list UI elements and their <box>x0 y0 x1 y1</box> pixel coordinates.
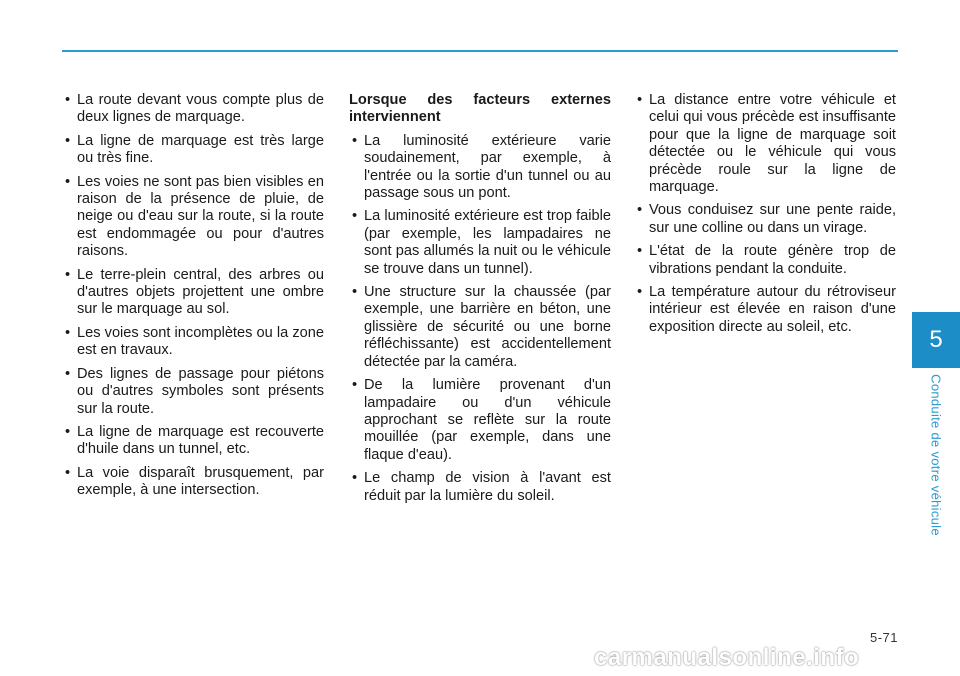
condition-list-right <box>634 92 896 336</box>
list-item: • La route devant vous compte plus de deux lignes de marquage. <box>62 92 324 127</box>
chapter-title: Conduite de votre véhicule <box>928 374 944 536</box>
list-item: • Vous conduisez sur une pente raide, sur une colline ou dans un virage. <box>634 202 896 237</box>
list-item: • De la lumière provenant d'un lampadaire ou d'un véhicule approchant se reflète sur la route mouillée (par exemple, dans une flaque d'eau). <box>349 377 611 464</box>
list-item: • La distance entre votre véhicule et celui qui vous précède est insuffisante pour que la ligne de marquage soit détectée ou le véhicule qui vous précède roule sur la ligne de marquage. <box>634 92 896 196</box>
list-item: • Le terre-plein central, des arbres ou d'autres objets projettent une ombre sur le marquage au sol. <box>62 267 324 319</box>
list-item: • La luminosité extérieure est trop faible (par exemple, les lampadaires ne sont pas allumés la nuit ou le véhicule se trouve dans un tunnel). <box>349 208 611 278</box>
column-middle <box>349 92 611 511</box>
list-item: • Les voies ne sont pas bien visibles en raison de la présence de pluie, de neige ou d'eau sur la route, si la route est endommagée ou pour d'autres raisons. <box>62 174 324 261</box>
list-item: • Le champ de vision à l'avant est réduit par la lumière du soleil. <box>349 470 611 505</box>
condition-list-left <box>62 92 324 500</box>
list-item: • La luminosité extérieure varie soudainement, par exemple, à l'entrée ou la sortie d'un tunnel ou au passage sous un pont. <box>349 133 611 203</box>
watermark: carmanualsonline.info <box>594 644 860 671</box>
section-heading: Lorsque des facteurs externes interviennent <box>349 92 611 126</box>
list-item: • La voie disparaît brusquement, par exemple, à une intersection. <box>62 465 324 500</box>
header-rule <box>62 50 898 52</box>
condition-list-middle <box>349 133 611 505</box>
column-left <box>62 92 324 506</box>
list-item: • La température autour du rétroviseur intérieur est élevée en raison d'une exposition directe au soleil, etc. <box>634 284 896 336</box>
list-item: • La ligne de marquage est très large ou très fine. <box>62 133 324 168</box>
list-item: • Des lignes de passage pour piétons ou d'autres symboles sont présents sur la route. <box>62 366 324 418</box>
list-item: • L'état de la route génère trop de vibrations pendant la conduite. <box>634 243 896 278</box>
page-number: 5-71 <box>869 630 898 645</box>
chapter-tab: 5 <box>912 312 960 368</box>
column-right <box>634 92 896 342</box>
list-item: • Une structure sur la chaussée (par exemple, une barrière en béton, une glissière de sécurité ou une borne réfléchissante) est accidentellement détectée par la caméra. <box>349 284 611 371</box>
list-item: • Les voies sont incomplètes ou la zone est en travaux. <box>62 325 324 360</box>
list-item: • La ligne de marquage est recouverte d'huile dans un tunnel, etc. <box>62 424 324 459</box>
